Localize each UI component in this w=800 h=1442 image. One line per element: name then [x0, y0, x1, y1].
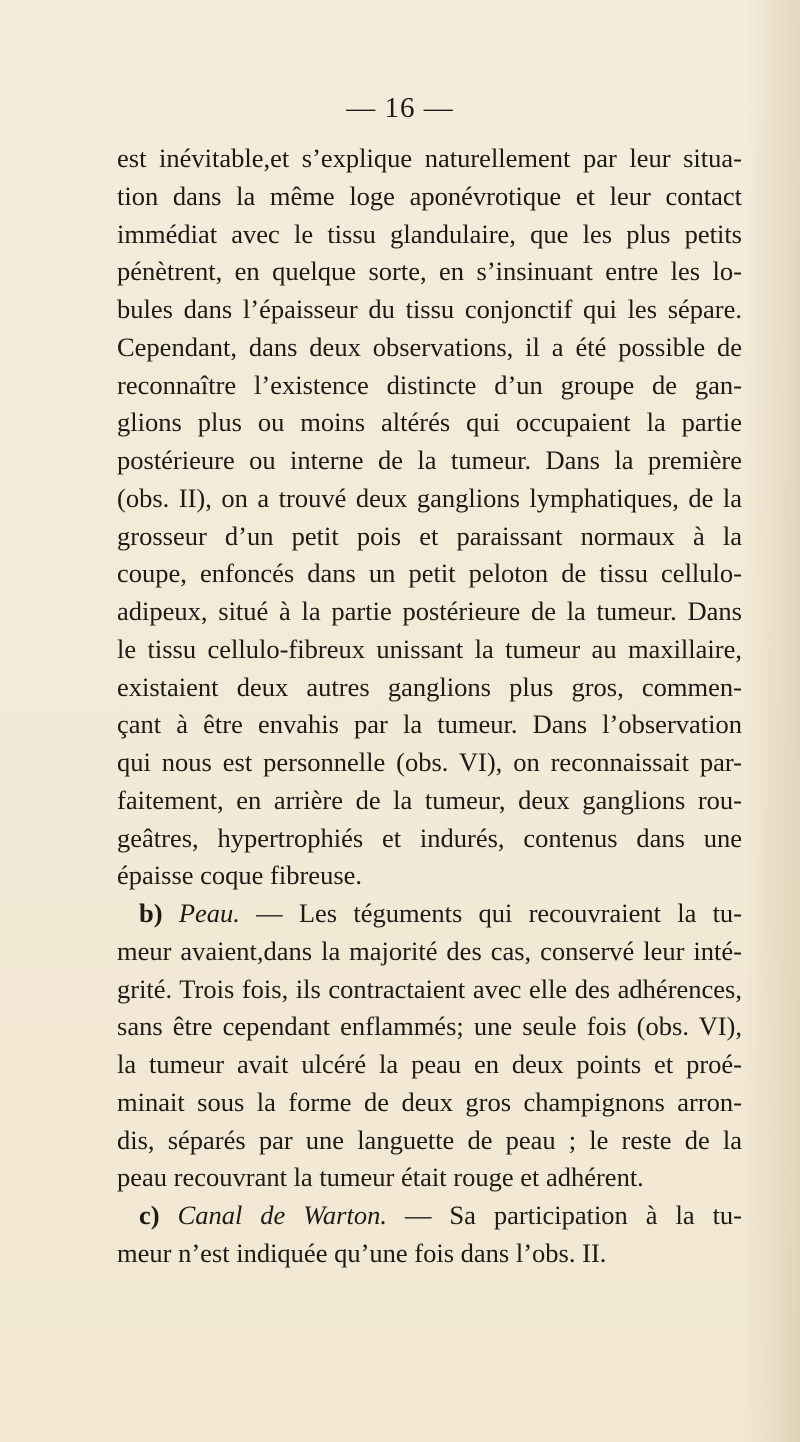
text-line: tion dans la même loge aponévrotique et leur contact — [117, 180, 742, 211]
section-b-label: b) — [139, 898, 163, 928]
page-number: — 16 — — [346, 92, 454, 124]
text-line: glions plus ou moins altérés qui occupaient la partie — [117, 407, 742, 438]
section-c-first-line — [117, 1197, 742, 1235]
text-line: meur n’est indiquée qu’une fois dans l’obs. II. — [117, 1237, 607, 1268]
text-line: sans être cependant enflammés; une seule fois (obs. VI), — [117, 1011, 742, 1042]
section-c-heading: Canal de Warton. — [177, 1200, 387, 1230]
text-line: (obs. II), on a trouvé deux ganglions lymphatiques, de la — [117, 482, 742, 513]
text-line: meur avaient,dans la majorité des cas, conservé leur inté- — [117, 935, 742, 966]
text-line: Cependant, dans deux observations, il a été possible de — [117, 331, 742, 362]
text-line: minait sous la forme de deux gros champignons arron- — [117, 1086, 742, 1117]
body-text — [117, 140, 742, 1273]
text-line: est inévitable,et s’explique naturellement par leur situa- — [117, 143, 742, 173]
text-line: épaisse coque fibreuse. — [117, 860, 363, 891]
section-b-heading: Peau. — [178, 898, 240, 928]
text-line: bules dans l’épaisseur du tissu conjonctif qui les sépare. — [117, 294, 742, 324]
text-line: coupe, enfoncés dans un petit peloton de tissu cellulo- — [117, 558, 742, 589]
text-line: le tissu cellulo-fibreux unissant la tumeur au maxillaire, — [117, 633, 742, 664]
text-line: postérieure ou interne de la tumeur. Dans la première — [117, 445, 742, 475]
text-line: existaient deux autres ganglions plus gros, commen- — [117, 671, 742, 702]
text-line: faitement, en arrière de la tumeur, deux ganglions rou- — [117, 784, 742, 815]
text-line: qui nous est personnelle (obs. VI), on reconnaissait par- — [117, 747, 742, 777]
text-line: peau recouvrant la tumeur était rouge et adhérent. — [117, 1162, 644, 1193]
text-line: dis, séparés par une languette de peau ; le reste de la — [117, 1124, 742, 1155]
text-line: pénètrent, en quelque sorte, en s’insinuant entre les lo- — [117, 256, 742, 287]
text-line: la tumeur avait ulcéré la peau en deux points et proé- — [117, 1049, 742, 1079]
text-line: çant à être envahis par la tumeur. Dans l’observation — [117, 709, 742, 740]
section-b-first-line — [117, 895, 742, 933]
text-line: geâtres, hypertrophiés et indurés, contenus dans une — [117, 822, 742, 853]
text-line: adipeux, situé à la partie postérieure de la tumeur. Dans — [117, 596, 742, 626]
text-line: grité. Trois fois, ils contractaient avec elle des adhérences, — [117, 973, 742, 1004]
section-c-text: — Sa participation à la tu- — [404, 1200, 742, 1230]
text-line: reconnaître l’existence distincte d’un groupe de gan- — [117, 369, 742, 400]
section-c-label: c) — [139, 1200, 160, 1230]
section-b-text: — Les téguments qui recouvraient la tu- — [256, 898, 742, 928]
text-line: grosseur d’un petit pois et paraissant normaux à la — [117, 520, 742, 551]
text-line: immédiat avec le tissu glandulaire, que les plus petits — [117, 218, 742, 249]
